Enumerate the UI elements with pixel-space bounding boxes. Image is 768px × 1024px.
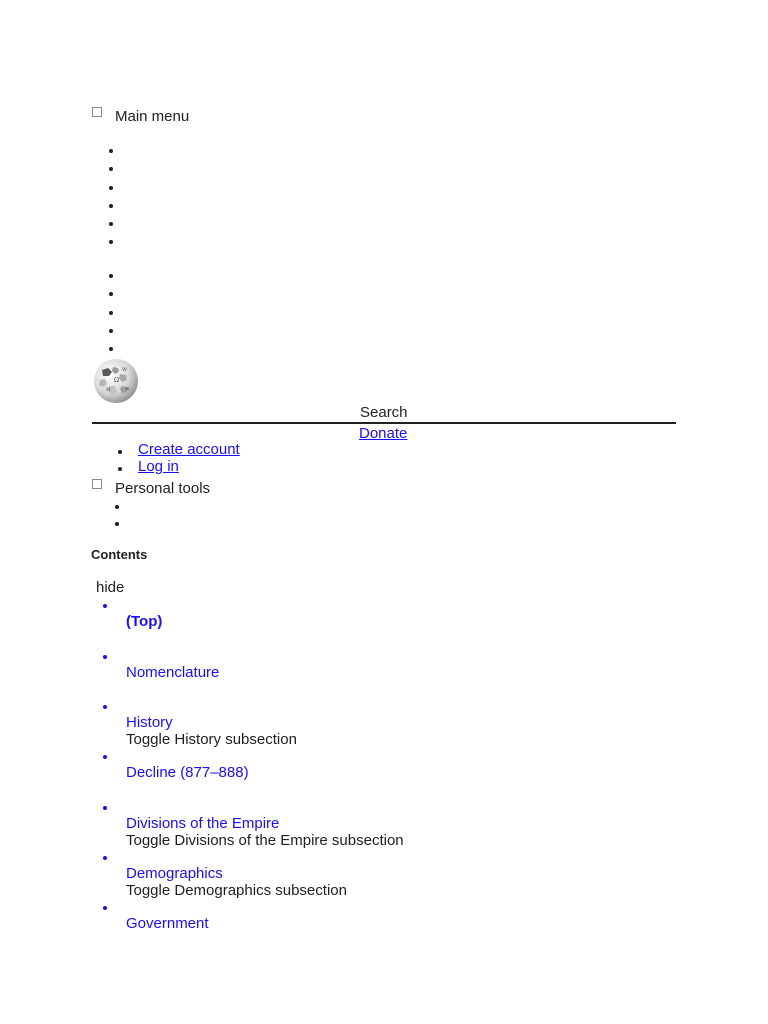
svg-text:W: W xyxy=(122,367,128,373)
list-item xyxy=(118,450,122,454)
list-item[interactable] xyxy=(109,274,113,278)
toc-item-history[interactable]: History xyxy=(126,714,173,731)
list-item[interactable] xyxy=(109,204,113,208)
main-menu-label[interactable]: Main menu xyxy=(115,108,190,125)
svg-text:И: И xyxy=(106,387,111,393)
main-menu-checkbox[interactable] xyxy=(92,107,102,117)
list-item[interactable] xyxy=(109,222,113,226)
search-divider xyxy=(92,422,676,424)
list-item[interactable] xyxy=(109,329,113,333)
toc-bullet xyxy=(103,604,107,608)
toc-hide-button[interactable]: hide xyxy=(96,579,125,596)
toc-bullet xyxy=(103,856,107,860)
list-item xyxy=(118,467,122,471)
svg-text:Ω: Ω xyxy=(114,377,119,384)
svg-text:ж: ж xyxy=(125,386,130,392)
list-item[interactable] xyxy=(109,167,113,171)
donate-link[interactable]: Donate xyxy=(359,425,408,442)
toc-item-decline[interactable]: Decline (877–888) xyxy=(126,764,249,781)
list-item[interactable] xyxy=(109,186,113,190)
list-item[interactable] xyxy=(115,522,119,526)
toc-toggle-demographics[interactable]: Toggle Demographics subsection xyxy=(126,882,347,899)
toc-heading: Contents xyxy=(91,547,148,562)
wikipedia-globe-icon[interactable] xyxy=(92,358,140,404)
search-label[interactable]: Search xyxy=(360,404,408,421)
list-item[interactable] xyxy=(109,347,113,351)
list-item[interactable] xyxy=(109,311,113,315)
toc-toggle-divisions[interactable]: Toggle Divisions of the Empire subsection xyxy=(126,832,404,849)
toc-item-government[interactable]: Government xyxy=(126,915,209,932)
toc-toggle-history[interactable]: Toggle History subsection xyxy=(126,731,297,748)
list-item[interactable] xyxy=(109,292,113,296)
login-link[interactable]: Log in xyxy=(138,458,179,475)
personal-tools-checkbox[interactable] xyxy=(92,479,102,489)
create-account-link[interactable]: Create account xyxy=(138,441,240,458)
list-item[interactable] xyxy=(115,505,119,509)
toc-item-divisions[interactable]: Divisions of the Empire xyxy=(126,815,280,832)
toc-bullet xyxy=(103,755,107,759)
list-item[interactable] xyxy=(109,240,113,244)
toc-item-demographics[interactable]: Demographics xyxy=(126,865,223,882)
toc-bullet xyxy=(103,655,107,659)
toc-bullet xyxy=(103,806,107,810)
list-item[interactable] xyxy=(109,149,113,153)
toc-item-nomenclature[interactable]: Nomenclature xyxy=(126,664,220,681)
toc-item-top[interactable]: (Top) xyxy=(126,613,163,630)
toc-bullet xyxy=(103,705,107,709)
personal-tools-label[interactable]: Personal tools xyxy=(115,480,211,497)
toc-bullet xyxy=(103,906,107,910)
